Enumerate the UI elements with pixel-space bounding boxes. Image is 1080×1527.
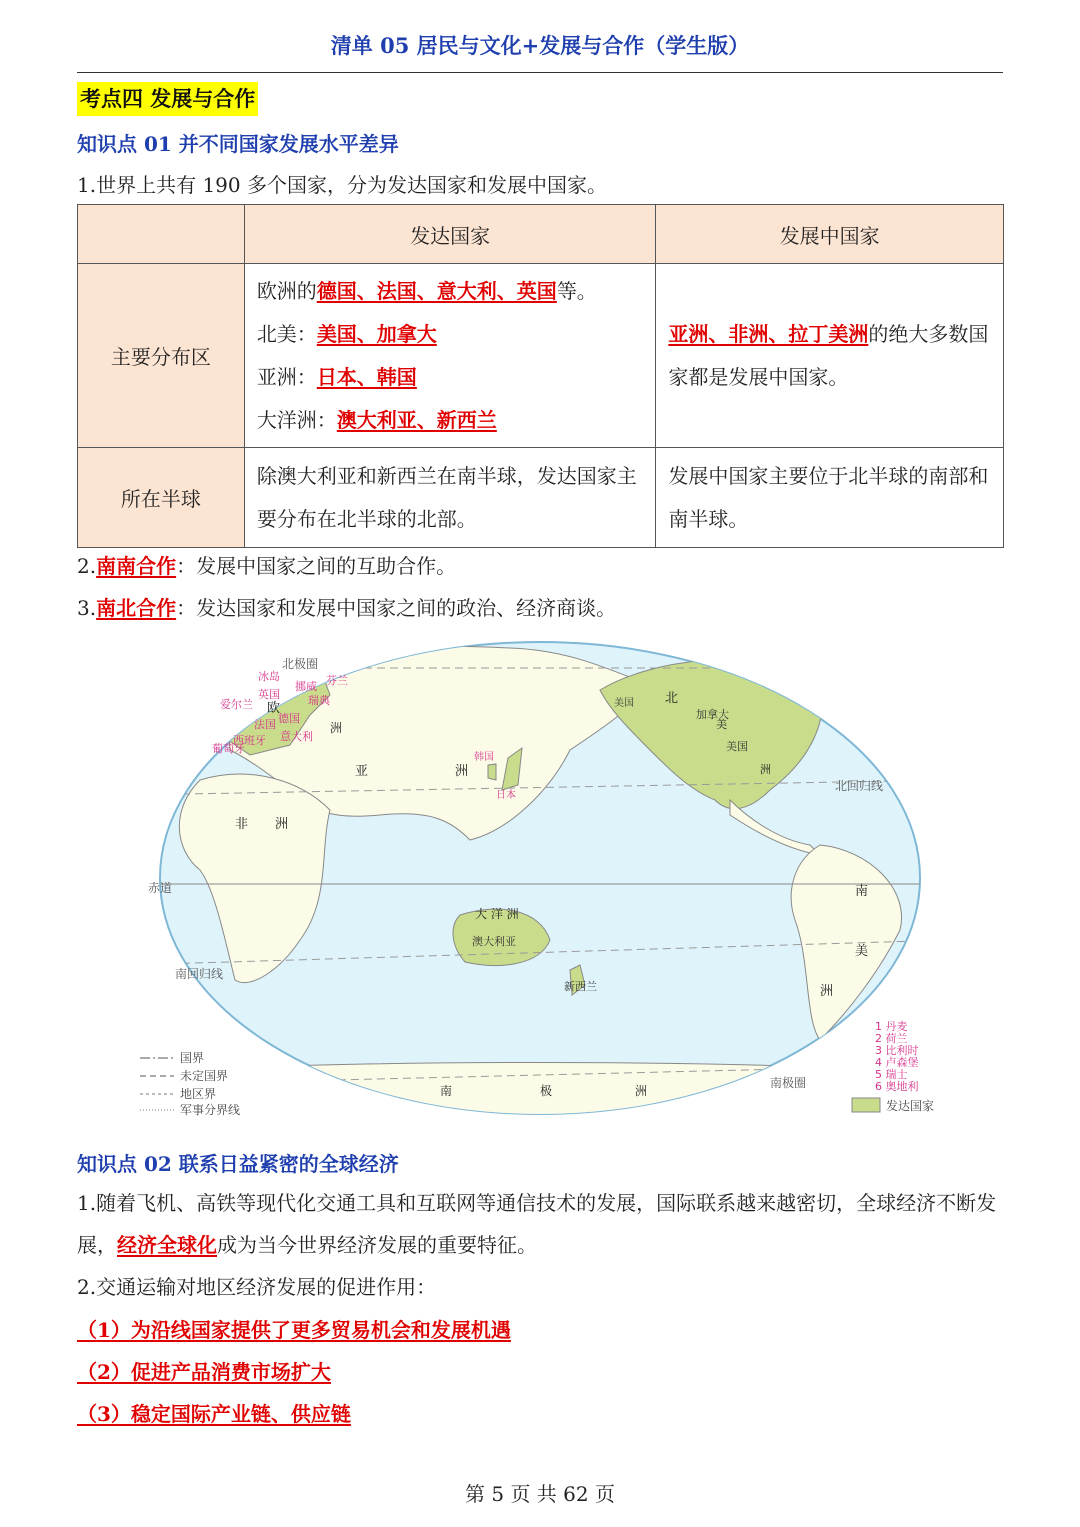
label-equator: 赤道	[148, 881, 173, 895]
label-iceland: 冰岛	[258, 670, 280, 683]
label-us-zhou: 洲	[760, 763, 771, 776]
label-asia-1: 亚	[355, 764, 369, 779]
label-na-2: 美	[716, 718, 727, 731]
world-map-svg	[130, 640, 950, 1120]
label-tropic-s: 南回归线	[175, 967, 224, 981]
num-item-3: 3 比利时	[875, 1044, 919, 1057]
label-canada: 加拿大	[696, 708, 729, 721]
kp2-item-1: （1）为沿线国家提供了更多贸易机会和发展机遇	[77, 1318, 511, 1342]
development-table	[77, 204, 1004, 548]
page-footer: 第 5 页 共 62 页	[465, 1482, 615, 1506]
label-spain: 西班牙	[233, 734, 266, 747]
kp2-item-3: （3）稳定国际产业链、供应链	[77, 1402, 351, 1426]
map-number-list	[875, 1020, 919, 1093]
knowledge-point-1-title: 知识点 01 并不同国家发展水平差异	[77, 132, 399, 156]
kp2-para-1: 1.随着飞机、高铁等现代化交通工具和互联网等通信技术的发展，国际联系越来越密切，全球经济不断发展，经济全球化成为当今世界经济发展的重要特征。	[77, 1191, 997, 1257]
legend-military-label: 军事分界线	[180, 1103, 241, 1117]
label-nz: 新西兰	[564, 980, 597, 993]
dev-asia-line: 亚洲：日本、韩国	[256, 364, 417, 389]
label-usa-alaska: 美国	[614, 698, 634, 709]
dev-oceania-line: 大洋洲：澳大利亚、新西兰	[256, 407, 497, 432]
num-item-4: 4 卢森堡	[875, 1056, 919, 1069]
label-asia-2: 洲	[455, 764, 469, 779]
label-antarctica-1: 南	[440, 1084, 453, 1098]
label-tropic-n: 北回归线	[835, 779, 884, 793]
page-header-title: 清单 05 居民与文化+发展与合作（学生版）	[330, 33, 750, 58]
legend-undefined-label: 未定国界	[180, 1069, 229, 1083]
label-norway: 挪威	[295, 680, 317, 693]
header-rule	[77, 72, 1003, 73]
label-japan: 日本	[496, 790, 516, 801]
label-sa-1: 南	[855, 884, 869, 899]
label-italy: 意大利	[280, 730, 313, 743]
developed-hemisphere-cell: 除澳大利亚和新西兰在南半球，发达国家主要分布在北半球的北部。	[244, 448, 656, 548]
label-africa-1: 非	[235, 817, 249, 832]
label-antarctica-3: 洲	[635, 1084, 648, 1098]
label-korea: 韩国	[474, 752, 494, 763]
map-line-legend	[140, 1051, 240, 1117]
dev-europe-line: 欧洲的德国、法国、意大利、英国等。	[256, 278, 597, 303]
south-south-cooperation: 2.南南合作：发展中国家之间的互助合作。	[77, 554, 457, 578]
developing-distribution-cell: 亚洲、非洲、拉丁美洲的绝大多数国家都是发展中国家。	[656, 264, 1004, 448]
label-sweden: 瑞典	[308, 694, 330, 707]
num-item-2: 2 荷兰	[875, 1032, 908, 1045]
legend-developed-label: 发达国家	[886, 1099, 935, 1113]
developing-hemisphere-cell: 发展中国家主要位于北半球的南部和南半球。	[656, 448, 1004, 548]
label-usa: 美国	[726, 740, 748, 753]
label-arctic: 北极圈	[282, 657, 319, 671]
label-germany: 德国	[278, 712, 300, 725]
row-label-hemisphere: 所在半球	[78, 448, 245, 548]
label-finland: 芬兰	[326, 674, 348, 687]
label-antarctic: 南极圈	[770, 1076, 807, 1090]
kp1-intro: 1.世界上共有 190 多个国家，分为发达国家和发展中国家。	[77, 173, 607, 197]
col-developed: 发达国家	[244, 205, 656, 264]
label-na-1: 北	[665, 691, 679, 706]
table-row-hemisphere	[78, 448, 1004, 548]
label-france: 法国	[254, 718, 276, 731]
table-row-distribution	[78, 264, 1004, 448]
label-australia: 澳大利亚	[472, 935, 516, 948]
korea-developed	[488, 764, 496, 780]
table-header-row	[78, 205, 1004, 264]
col-developing: 发展中国家	[656, 205, 1004, 264]
label-ireland: 爱尔兰	[220, 698, 253, 711]
table-corner	[78, 205, 245, 264]
label-uk: 英国	[258, 688, 280, 701]
north-south-cooperation: 3.南北合作：发达国家和发展中国家之间的政治、经济商谈。	[77, 596, 617, 620]
knowledge-point-2-title: 知识点 02 联系日益紧密的全球经济	[77, 1152, 399, 1176]
label-antarctica-2: 极	[540, 1084, 553, 1098]
legend-border-label: 国界	[180, 1051, 205, 1065]
row-label-distribution: 主要分布区	[78, 264, 245, 448]
kp2-item-2: （2）促进产品消费市场扩大	[77, 1360, 331, 1384]
num-item-6: 6 奥地利	[875, 1080, 919, 1093]
legend-developed-swatch	[852, 1098, 880, 1112]
legend-region-label: 地区界	[180, 1087, 217, 1101]
label-sa-2: 美	[855, 944, 869, 959]
label-europe-1: 欧	[267, 701, 281, 716]
dev-na-line: 北美：美国、加拿大	[256, 321, 437, 346]
label-sa-3: 洲	[820, 984, 834, 999]
developed-distribution-cell	[244, 264, 656, 448]
label-portugal: 葡萄牙	[212, 742, 245, 755]
label-oceania: 大 洋 洲	[475, 907, 519, 921]
num-item-5: 5 瑞士	[875, 1068, 908, 1081]
num-item-1: 1 丹麦	[875, 1020, 908, 1033]
label-europe-2: 洲	[330, 721, 343, 735]
world-map	[130, 640, 950, 1120]
section-title: 考点四 发展与合作	[77, 82, 258, 116]
label-africa-2: 洲	[275, 817, 289, 832]
kp2-para-2: 2.交通运输对地区经济发展的促进作用：	[77, 1275, 437, 1299]
